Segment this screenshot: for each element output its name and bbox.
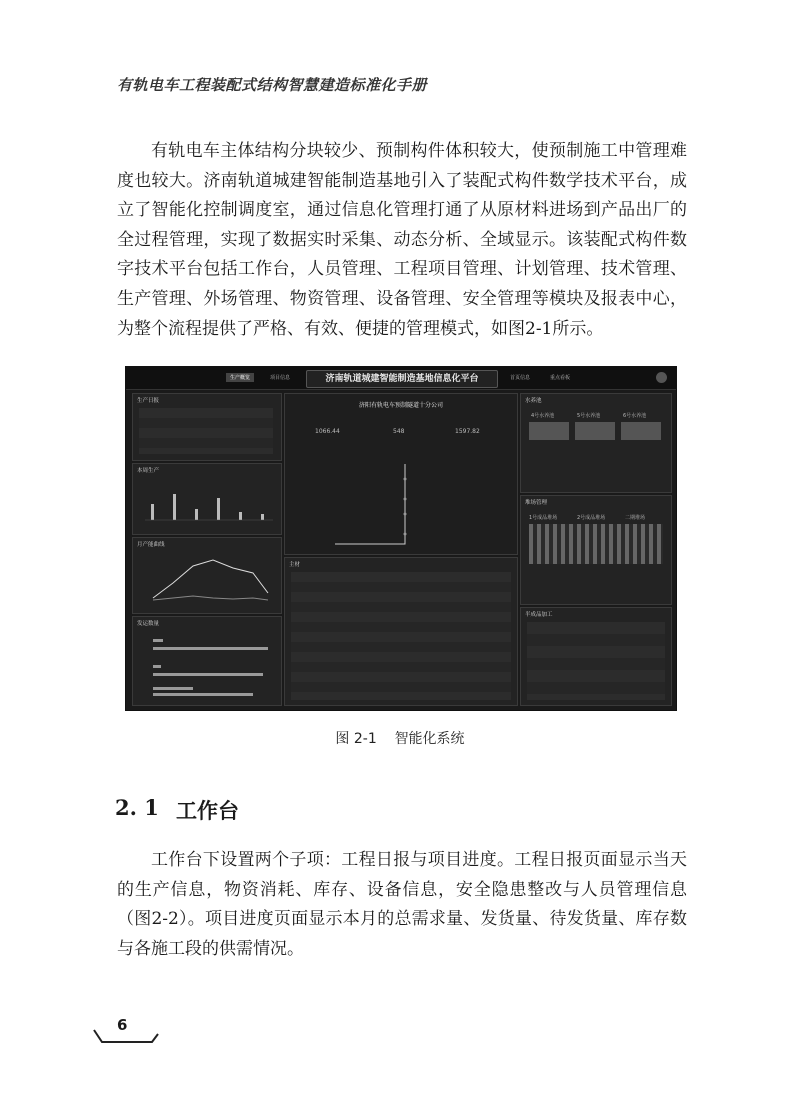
dash-tab-project: 项目信息 [270, 375, 291, 381]
curing-pool-panel [520, 393, 672, 493]
yard-area-2: 2号成品堆场 [577, 515, 606, 521]
dash-tab-production: 生产概览 [226, 373, 254, 382]
semi-finished-panel [520, 607, 672, 706]
map-panel [284, 393, 518, 555]
workbench-paragraph: 工作台下设置两个子项：工程日报与项目进度。工程日报页面显示当天的生产信息，物资消耗、库存、设备信息，安全隐患整改与人员管理信息（图2-2）。项目进度页面显示本月的总需求量、发货量、待发货量、库存数与各施工段的供需情况。 [117, 850, 687, 959]
figure-caption-number: 图 2-1 [335, 731, 377, 747]
section-number: 2. 1 [115, 795, 159, 820]
yard-panel [520, 495, 672, 605]
dash-tab-home: 首页信息 [510, 375, 531, 381]
daily-report-panel [132, 393, 282, 461]
page-number: 6 [117, 1016, 128, 1034]
user-avatar-icon [656, 372, 667, 383]
dashboard-topbar [126, 367, 676, 390]
map-value-1: 1066.44 [315, 428, 340, 435]
main-material-title: 主材 [289, 562, 301, 568]
map-route [285, 394, 517, 554]
curing-pool-6-graphic [621, 422, 661, 440]
daily-report-title: 生产日报 [137, 398, 160, 404]
yard-area-3: 二期堆场 [625, 515, 646, 521]
monthly-capacity-panel [132, 537, 282, 614]
figure-caption [0, 728, 800, 748]
curing-pool-6: 6号水养池 [623, 413, 647, 419]
intro-paragraph: 有轨电车主体结构分块较少、预制构件体积较大，使预制施工中管理难度也较大。济南轨道城建智能制造基地引入了装配式构件数学技术平台，成立了智能化控制调度室，通过信息化管理打通了从原材料进场到产品出厂的全过程管理，实现了数据实时采集、动态分析、全域显示。该装配式构件数字技术平台包括工作台，人员管理、工程项目管理、计划管理、技术管理、生产管理、外场管理、物资管理、设备管理、安全管理等模块及报表中心，为整个流程提供了严格、有效、便捷的管理模式，如图2-1所示。 [117, 141, 687, 339]
main-material-table [291, 572, 511, 700]
shipping-title: 发运数量 [137, 621, 160, 627]
monthly-line-chart [133, 538, 281, 613]
weekly-production-title: 本周生产 [137, 468, 160, 474]
page-number-ornament [92, 1028, 162, 1048]
curing-pool-5-graphic [575, 422, 615, 440]
figure-caption-text: 智能化系统 [394, 731, 465, 747]
map-company-name: 济阳有轨电车预制隧道十分公司 [358, 402, 443, 409]
semi-finished-title: 半成品加工 [525, 612, 553, 618]
map-value-2: 548 [393, 428, 405, 435]
dashboard-figure [125, 366, 677, 711]
yard-title: 堆场管理 [525, 500, 548, 506]
monthly-capacity-title: 月产能曲线 [137, 542, 165, 548]
semi-finished-table [527, 622, 665, 700]
dash-tab-kanban: 重点看板 [550, 375, 571, 381]
yard-area-1: 1号成品堆场 [529, 515, 558, 521]
curing-pool-title: 水养池 [525, 398, 542, 404]
shipping-panel [132, 616, 282, 706]
curing-pool-4-graphic [529, 422, 569, 440]
weekly-production-panel [132, 463, 282, 535]
map-value-3: 1597.82 [455, 428, 480, 435]
book-header-title: 有轨电车工程装配式结构智慧建造标准化手册 [117, 76, 428, 94]
curing-pool-4: 4号水养池 [531, 413, 555, 419]
main-material-panel [284, 557, 518, 706]
daily-report-table [139, 408, 273, 454]
yard-stacks-graphic [529, 524, 663, 564]
shipping-bar-chart [133, 617, 281, 705]
section-title: 工作台 [176, 799, 239, 823]
curing-pool-5: 5号水养池 [577, 413, 601, 419]
weekly-bar-chart [133, 464, 281, 534]
dashboard-title: 济南轨道城建智能制造基地信息化平台 [306, 370, 498, 388]
